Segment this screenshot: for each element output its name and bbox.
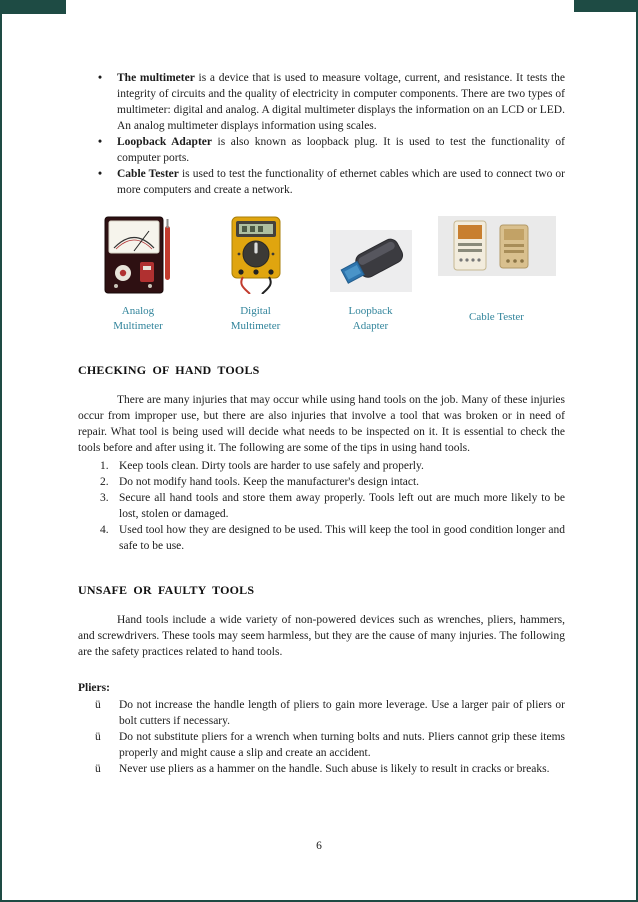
tip-number: 2. [100,476,109,488]
figure-digital-multimeter [198,216,313,334]
digital-multimeter-image [229,216,283,300]
bullet-glyph: • [98,72,103,84]
heading-unsafe-faulty-tools: UNSAFE OR FAULTY TOOLS [78,583,255,597]
tools-bullet-list [78,70,565,198]
tip-text: Secure all hand tools and store them away properly. Tools left out are much more likely to be lost, stolen or damaged. [119,492,565,520]
page-content [2,0,636,777]
check-glyph: ü [95,731,101,743]
bullet-lead: The multimeter [117,72,195,84]
pliers-item-3 [78,761,565,777]
heading-checking-hand-tools: CHECKING OF HAND TOOLS [78,363,260,377]
pliers-safety-list [78,697,565,777]
bullet-lead: Cable Tester [117,168,179,180]
caption-loopback-adapter: Loopback Adapter [348,305,393,332]
bullet-text: is also known as loopback plug. It is used to test the functionality of computer ports. [117,136,565,164]
bullet-item-cable-tester [78,166,565,198]
bullet-text: is a device that is used to measure voltage, current, and resistance. It tests the integrity of circuits and the quality of electricity in computer components. There are two types of multimeter: digital and analog. A digital multimeter displays the information on an LCD or LED. An analog multimeter displays information using scales. [117,72,565,132]
page-number: 6 [316,840,322,852]
figure-cable-tester [428,216,565,325]
paragraph-unsafe-faulty-tools: Hand tools include a wide variety of non-powered devices such as wrenches, pliers, hammers, and screwdrivers. These tools may seem harmless, but they are the cause of many injuries. The following are the safety practices related to hand tools. [78,614,565,658]
tip-number: 1. [100,460,109,472]
check-glyph: ü [95,699,101,711]
tool-figures-row [78,216,565,334]
bullet-item-multimeter [78,70,565,134]
cable-tester-image [438,216,556,300]
hand-tool-tips-list [78,458,565,554]
pliers-text: Never use pliers as a hammer on the handle. Such abuse is likely to result in cracks or breaks. [119,763,550,775]
digital-multimeter-illustration [229,216,283,294]
tip-item-3 [78,490,565,522]
caption-analog-multimeter: Analog Multimeter [113,305,163,332]
bullet-glyph: • [98,168,103,180]
tip-item-4 [78,522,565,554]
cable-tester-illustration [438,216,556,276]
pliers-text: Do not substitute pliers for a wrench when turning bolts and nuts. Pliers cannot grip these items properly and might cause a slip and create an accident. [119,731,565,759]
tip-text: Do not modify hand tools. Keep the manufacturer's design intact. [119,476,420,488]
corner-decoration-right [574,0,636,12]
tip-item-2 [78,474,565,490]
analog-multimeter-image [104,216,172,300]
check-glyph: ü [95,763,101,775]
caption-digital-multimeter: Digital Multimeter [230,305,281,332]
paragraph-checking-hand-tools: There are many injuries that may occur while using hand tools on the job. Many of these injuries occur from improper use, but there are also injuries that involve a tool that was broken or in need of repair. What tool is being used will decide what needs to be inspected on it. It is essential to check the tools before and after using it. The following are some of the tips in using hand tools. [78,394,565,454]
pliers-text: Do not increase the handle length of pliers to gain more leverage. Use a larger pair of pliers or bolt cutters if necessary. [119,699,565,727]
pliers-item-1 [78,697,565,729]
bullet-item-loopback [78,134,565,166]
document-page [2,0,636,900]
caption-cable-tester: Cable Tester [469,311,524,323]
pliers-label: Pliers: [78,682,110,694]
tip-text: Keep tools clean. Dirty tools are harder to use safely and properly. [119,460,424,472]
tip-item-1 [78,458,565,474]
loopback-adapter-image [330,216,412,300]
pliers-item-2 [78,729,565,761]
loopback-adapter-illustration [330,230,412,292]
figure-analog-multimeter [78,216,198,334]
tip-number: 3. [100,492,109,504]
analog-multimeter-illustration [104,216,172,294]
figure-loopback-adapter [313,216,428,334]
bullet-glyph: • [98,136,103,148]
tip-number: 4. [100,524,109,536]
bullet-lead: Loopback Adapter [117,136,212,148]
corner-decoration-left [2,0,66,14]
tip-text: Used tool how they are designed to be used. This will keep the tool in good condition longer and safe to be use. [119,524,565,552]
bullet-text: is used to test the functionality of ethernet cables which are used to connect two or more computers and create a network. [117,168,565,196]
